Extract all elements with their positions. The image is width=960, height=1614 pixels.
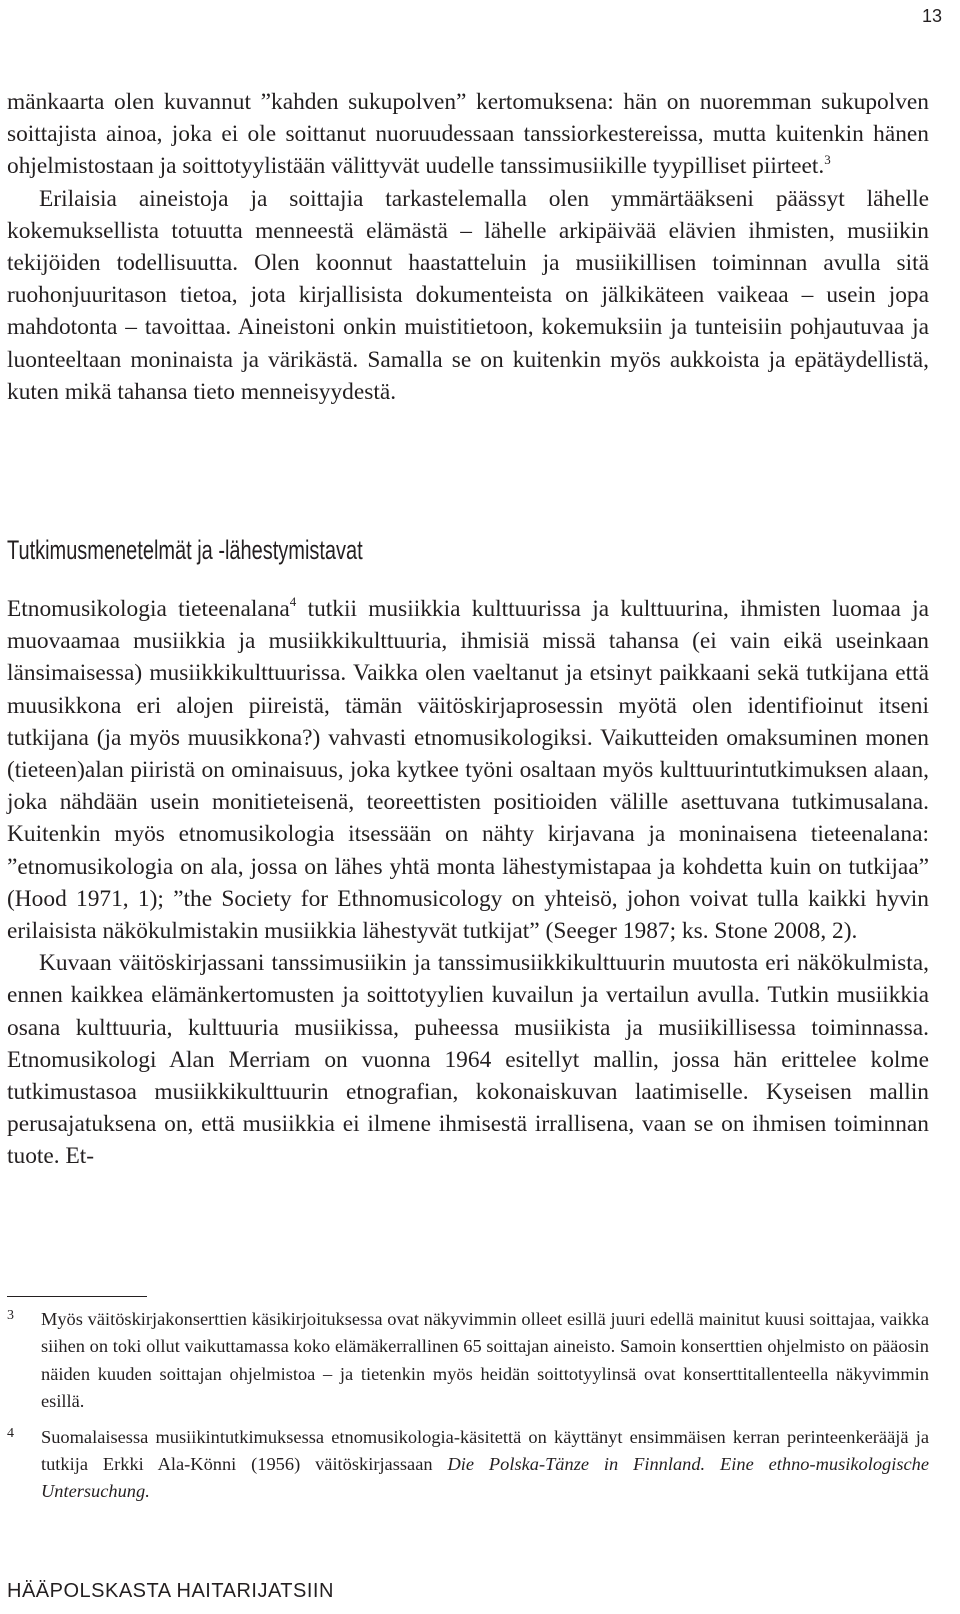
footnote-text-part: Suomalaisessa musiikintutkimuksessa etnomusikologia-käsitettä on käyttänyt ensimmäisen kerran perinteenkerääjä ja tutkija Erkki Ala-Könni (1956) väitöskirjassaan <box>41 1426 929 1475</box>
footnote-book-title: Die Polska-Tänze in Finnland. Eine ethno-musikologische Untersuchung. <box>41 1454 929 1502</box>
running-footer: HÄÄPOLSKASTA HAITARIJATSIIN <box>7 1580 334 1602</box>
body-section-2 <box>7 593 929 1173</box>
footnotes <box>7 1306 929 1514</box>
footnote-number: 3 <box>7 1308 14 1323</box>
footnote-text <box>41 1424 929 1506</box>
paragraph <box>7 593 929 947</box>
paragraph-text: Etnomusikologia tieteenalana <box>7 596 290 622</box>
footnote-number: 4 <box>7 1425 14 1441</box>
page-number: 13 <box>921 6 942 26</box>
footnote-rule <box>7 1296 147 1297</box>
section-heading: Tutkimusmenetelmät ja -lähestymistavat <box>7 535 363 565</box>
paragraph <box>7 86 929 183</box>
paragraph: Erilaisia aineistoja ja soittajia tarkastelemalla olen ymmärtääkseni päässyt lähelle kokemuksellista totuutta menneestä elämästä – lähelle arkipäivää elävien ihmisten, musiikin tekijöiden todellisuutta. Olen koonnut haastatteluin ja musiikillisen toiminnan avulla sitä ruohonjuuritason tietoa, jota kirjallisista dokumenteista on jälkikäteen vaikeaa – usein jopa mahdotonta – tavoittaa. Aineistoni onkin muistitietoon, kokemuksiin ja tunteisiin pohjautuvaa ja luonteeltaan moninaista ja värikästä. Samalla se on kuitenkin myös aukkoista ja epätäydellistä, kuten mikä tahansa tieto menneisyydestä. <box>7 185 929 405</box>
paragraph: Kuvaan väitöskirjassani tanssimusiikin ja tanssimusiikkikulttuurin muutosta eri näkökulmista, ennen kaikkea elämänkertomusten ja soittotyylien kuvailun ja vertailun avulla. Tutkin musiikkia osana kulttuuria, kulttuuria musiikissa, puheessa musiikista ja musiikillisessa toiminnassa. Etnomusikologi Alan Merriam on vuonna 1964 esitellyt mallin, jossa hän erittelee kolme tutkimustasoa musiikkikulttuurin etnografian, kokonaiskuvan laatimiselle. Kyseisen mallin perusajatuksena on, että musiikkia ei ilmene ihmisestä irrallisena, vaan se on ihmisen toiminnan tuote. Et- <box>7 950 929 1170</box>
paragraph-text: mänkaarta olen kuvannut ”kahden sukupolven” kertomuksena: hän on nuoremman sukupolven soittajista ainoa, joka ei ole soittanut nuoruudessaan tanssiorkestereissa, mutta kuitenkin hänen ohjelmistostaan ja soittotyylistään välittyvät uudelle tanssimusiikille tyypilliset piirteet. <box>7 89 929 180</box>
paragraph-text: tutkii musiikkia kulttuurissa ja kulttuurina, ihmisten luomaa ja muovaamaa musiikkia ja musiikkikulttuuria, ihmisiä missä tahansa (ei vain eikä useinkaan länsimaisessa) musiikkikulttuurissa. Vaikka olen vaeltanut ja etsinyt paikkaani sekä tutkijana että muusikkona eri alojen piireistä, tämän väitöskirjaprosessin myötä olen identifioinut itseni tutkijana (ja myös muusikkona?) vahvasti etnomusikologiksi. Vaikutteiden omaksuminen monen (tieteen)alan piiristä on ominaisuus, joka kytkee työni osaltaan myös kulttuurintutkimuksen alaan, joka nähdään usein monitieteisenä, teoreettisten positioiden välille asettuvana tutkimusalana. Kuitenkin myös etnomusikologia itsessään on nähty kirjavana ja moninaisena tieteenalana: ”etnomusikologia on ala, jossa on lähes yhtä monta lähestymistapaa ja kohdetta kuin on tutkijaa” (Hood 1971, 1); ”the Society for Ethnomusicology on yhteisö, johon voivat tulla kaikki hyvin erilaisista näkökulmistakin musiikkia lähestyvät tutkijat” (Seeger 1987; ks. Stone 2008, 2). <box>7 596 929 945</box>
footnote-3 <box>7 1306 929 1416</box>
footnote-ref-3[interactable]: 3 <box>824 151 831 167</box>
body-section-1 <box>7 86 929 408</box>
footnote-text: Myös väitöskirjakonserttien käsikirjoituksessa ovat näkyvimmin olleet esillä juuri edellä mainitut kuusi soittajaa, vaikka siihen on toki ollut vaikuttamassa koko elämäkerrallinen 65 soittajan aineisto. Samoin konserttien ohjelmisto on pääosin näiden kuuden soittajan ohjelmistoa – ja tietenkin myös heidän soittotyylinsä ovat konserttitallenteella näkyvimmin esillä. <box>41 1309 929 1412</box>
footnote-ref-4[interactable]: 4 <box>289 594 297 610</box>
footnote-4 <box>7 1424 929 1506</box>
